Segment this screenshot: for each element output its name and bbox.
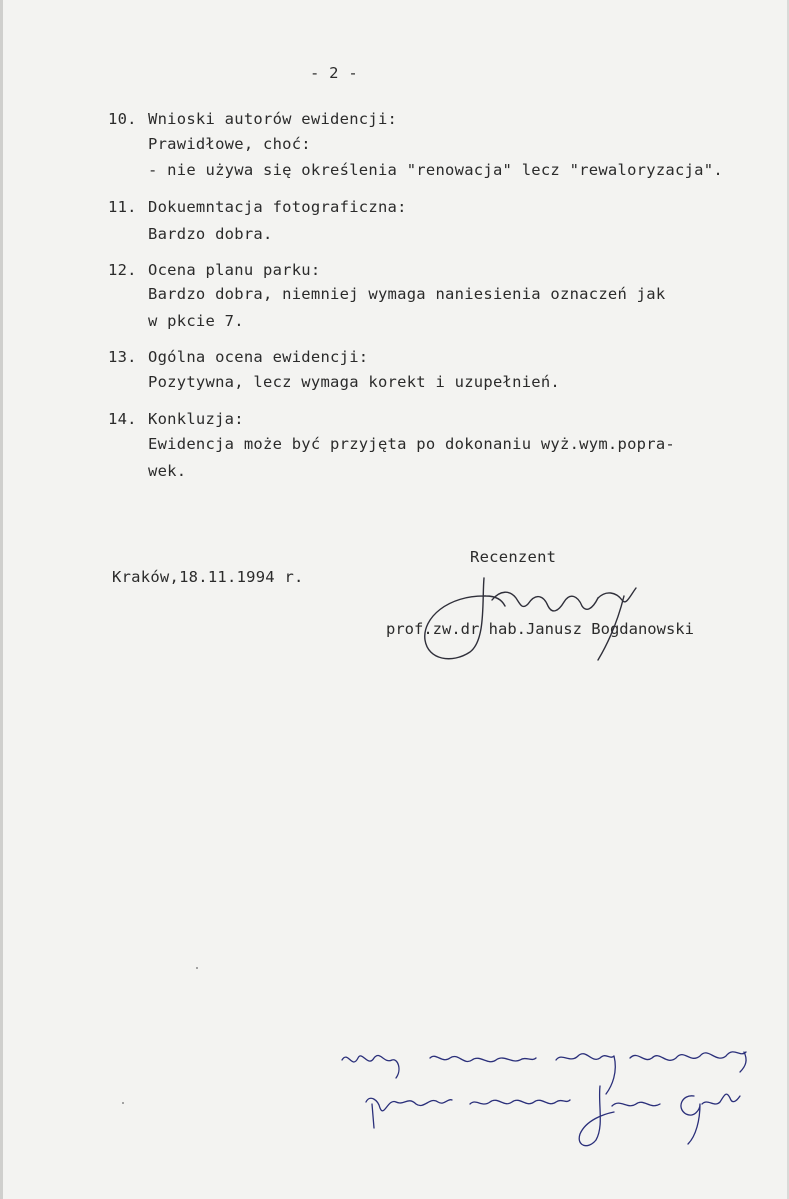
item-heading: Konkluzja: bbox=[148, 410, 244, 428]
item-number: 14. bbox=[108, 410, 137, 428]
item-line: Ewidencja może być przyjęta po dokonaniu wyż.wym.popra- bbox=[148, 435, 675, 453]
item-line: Bardzo dobra, niemniej wymaga naniesienia oznaczeń jak bbox=[148, 285, 666, 303]
paper-speck bbox=[122, 1102, 124, 1104]
reviewer-label: Recenzent bbox=[470, 548, 557, 566]
item-line: Pozytywna, lecz wymaga korekt i uzupełnień. bbox=[148, 373, 561, 391]
item-number: 10. bbox=[108, 110, 137, 128]
item-number: 11. bbox=[108, 198, 137, 216]
reviewer-name: prof.zw.dr hab.Janusz Bogdanowski bbox=[386, 620, 694, 638]
item-heading: Dokuemntacja fotograficzna: bbox=[148, 198, 407, 216]
item-heading: Ogólna ocena ewidencji: bbox=[148, 348, 369, 366]
item-heading: Wnioski autorów ewidencji: bbox=[148, 110, 398, 128]
item-line: wek. bbox=[148, 462, 187, 480]
page-number: - 2 - bbox=[310, 64, 358, 82]
item-line: w pkcie 7. bbox=[148, 312, 244, 330]
item-line: Prawidłowe, choć: bbox=[148, 135, 311, 153]
item-line: Bardzo dobra. bbox=[148, 225, 273, 243]
item-number: 13. bbox=[108, 348, 137, 366]
item-number: 12. bbox=[108, 261, 137, 279]
item-heading: Ocena planu parku: bbox=[148, 261, 321, 279]
paper-speck bbox=[196, 967, 198, 969]
place-date: Kraków,18.11.1994 r. bbox=[112, 568, 304, 586]
item-line: - nie używa się określenia "renowacja" lecz "rewaloryzacja". bbox=[148, 161, 723, 179]
